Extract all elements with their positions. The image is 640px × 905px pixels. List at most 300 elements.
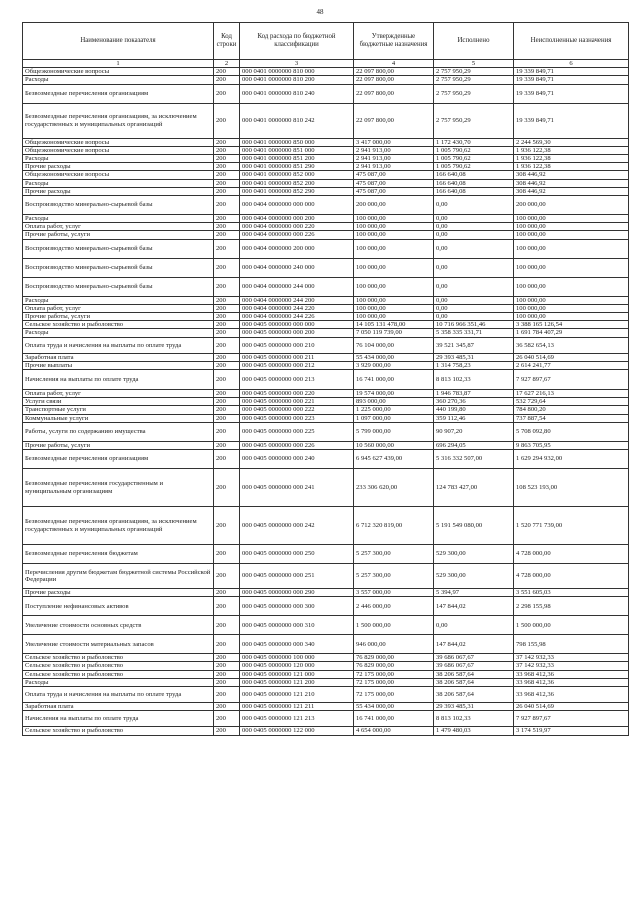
cell-kbk: 000 0401 0000000 810 000 (240, 68, 354, 76)
table-row (23, 406, 629, 414)
cell-unexecuted: 100 000,00 (514, 231, 629, 239)
cell-code: 200 (214, 146, 240, 154)
cell-kbk: 000 0405 0000000 000 241 (240, 469, 354, 507)
cell-executed: 529 300,00 (434, 545, 514, 564)
table-row (23, 239, 629, 258)
table-row (23, 155, 629, 163)
cell-approved: 100 000,00 (354, 304, 434, 312)
cell-unexecuted: 2 298 155,98 (514, 597, 629, 616)
table-row (23, 84, 629, 103)
cell-executed: 359 112,46 (434, 414, 514, 422)
cell-unexecuted: 737 887,54 (514, 414, 629, 422)
cell-approved: 4 654 000,00 (354, 727, 434, 735)
cell-unexecuted: 308 446,92 (514, 171, 629, 179)
cell-name: Прочие расходы (23, 187, 214, 195)
cell-kbk: 000 0404 0000000 200 000 (240, 239, 354, 258)
table-row (23, 163, 629, 171)
cell-unexecuted: 3 174 519,97 (514, 727, 629, 735)
cell-code: 200 (214, 231, 240, 239)
cell-approved: 946 000,00 (354, 635, 434, 654)
cell-code: 200 (214, 258, 240, 277)
cell-name: Поступление нефинансовых активов (23, 597, 214, 616)
table-row (23, 196, 629, 215)
cell-code: 200 (214, 678, 240, 686)
cell-executed: 90 907,20 (434, 422, 514, 441)
cell-code: 200 (214, 313, 240, 321)
cell-executed: 8 813 102,33 (434, 711, 514, 727)
cell-unexecuted: 36 582 654,13 (514, 337, 629, 353)
cell-kbk: 000 0401 0000000 852 000 (240, 171, 354, 179)
table-row (23, 187, 629, 195)
cell-executed: 8 813 102,33 (434, 370, 514, 390)
header-approved: Утвержденные бюджетные назначения (354, 23, 434, 60)
cell-executed: 166 640,08 (434, 179, 514, 187)
cell-unexecuted: 19 339 849,71 (514, 68, 629, 76)
cell-kbk: 000 0404 0000000 000 200 (240, 215, 354, 223)
cell-name: Расходы (23, 179, 214, 187)
table-row (23, 616, 629, 635)
cell-kbk: 000 0401 0000000 852 200 (240, 179, 354, 187)
cell-approved: 16 741 000,00 (354, 711, 434, 727)
cell-unexecuted: 7 927 897,67 (514, 370, 629, 390)
cell-executed: 5 316 332 507,00 (434, 450, 514, 469)
cell-executed: 0,00 (434, 277, 514, 296)
cell-approved: 55 434 000,00 (354, 353, 434, 361)
cell-name: Сельское хозяйство и рыболовство (23, 662, 214, 670)
page-number: 48 (316, 8, 324, 16)
table-row (23, 76, 629, 84)
cell-kbk: 000 0401 0000000 850 000 (240, 138, 354, 146)
cell-code: 200 (214, 103, 240, 138)
cell-executed: 0,00 (434, 616, 514, 635)
cell-unexecuted: 26 040 514,69 (514, 703, 629, 711)
cell-unexecuted: 4 728 000,00 (514, 545, 629, 564)
cell-kbk: 000 0405 0000000 000 242 (240, 507, 354, 545)
table-row (23, 103, 629, 138)
cell-approved: 16 741 000,00 (354, 370, 434, 390)
cell-executed: 38 206 587,64 (434, 678, 514, 686)
cell-kbk: 000 0404 0000000 000 000 (240, 196, 354, 215)
cell-kbk: 000 0405 0000000 000 340 (240, 635, 354, 654)
cell-unexecuted: 33 968 412,36 (514, 687, 629, 703)
cell-unexecuted: 19 339 849,71 (514, 76, 629, 84)
cell-code: 200 (214, 406, 240, 414)
cell-executed: 0,00 (434, 231, 514, 239)
table-row (23, 678, 629, 686)
cell-unexecuted: 2 614 241,77 (514, 361, 629, 369)
cell-approved: 10 560 000,00 (354, 441, 434, 449)
cell-name: Сельское хозяйство и рыболовство (23, 321, 214, 329)
cell-name: Услуги связи (23, 398, 214, 406)
budget-execution-table (22, 22, 629, 736)
cell-unexecuted: 1 936 122,38 (514, 163, 629, 171)
cell-kbk: 000 0405 0000000 000 000 (240, 321, 354, 329)
cell-name: Воспроизводство минерально-сырьевой базы (23, 258, 214, 277)
cell-unexecuted: 1 691 784 407,29 (514, 329, 629, 337)
cell-name: Общеэкономические вопросы (23, 68, 214, 76)
cell-executed: 0,00 (434, 239, 514, 258)
table-row (23, 370, 629, 390)
cell-approved: 100 000,00 (354, 231, 434, 239)
cell-code: 200 (214, 441, 240, 449)
cell-name: Воспроизводство минерально-сырьевой базы (23, 196, 214, 215)
cell-approved: 22 097 800,00 (354, 103, 434, 138)
cell-kbk: 000 0405 0000000 000 225 (240, 422, 354, 441)
column-number: 2 (214, 60, 240, 68)
cell-kbk: 000 0401 0000000 851 290 (240, 163, 354, 171)
cell-kbk: 000 0405 0000000 000 220 (240, 390, 354, 398)
cell-name: Общеэкономические вопросы (23, 171, 214, 179)
cell-name: Расходы (23, 76, 214, 84)
cell-name: Безвозмездные перечисления организациям, за исключением государственных и муниципальных организаций (23, 103, 214, 138)
cell-code: 200 (214, 68, 240, 76)
cell-code: 200 (214, 422, 240, 441)
cell-kbk: 000 0405 0000000 122 000 (240, 727, 354, 735)
cell-name: Прочие работы, услуги (23, 231, 214, 239)
cell-executed: 39 521 345,87 (434, 337, 514, 353)
cell-approved: 14 105 131 478,00 (354, 321, 434, 329)
table-row (23, 390, 629, 398)
cell-unexecuted: 100 000,00 (514, 277, 629, 296)
table-body (23, 68, 629, 735)
column-number-row (23, 60, 629, 68)
cell-kbk: 000 0405 0000000 120 000 (240, 662, 354, 670)
cell-executed: 38 206 587,64 (434, 670, 514, 678)
cell-code: 200 (214, 670, 240, 678)
cell-name: Сельское хозяйство и рыболовство (23, 654, 214, 662)
cell-approved: 893 000,00 (354, 398, 434, 406)
cell-name: Оплата работ, услуг (23, 390, 214, 398)
cell-executed: 5 191 549 080,00 (434, 507, 514, 545)
cell-executed: 2 757 950,29 (434, 68, 514, 76)
cell-unexecuted: 1 520 771 739,00 (514, 507, 629, 545)
cell-code: 200 (214, 76, 240, 84)
cell-unexecuted: 2 244 569,30 (514, 138, 629, 146)
cell-executed: 1 005 790,62 (434, 155, 514, 163)
cell-kbk: 000 0401 0000000 852 290 (240, 187, 354, 195)
cell-approved: 19 574 000,00 (354, 390, 434, 398)
cell-kbk: 000 0401 0000000 810 200 (240, 76, 354, 84)
table-row (23, 68, 629, 76)
cell-name: Безвозмездные перечисления организациям (23, 84, 214, 103)
cell-executed: 0,00 (434, 215, 514, 223)
cell-code: 200 (214, 469, 240, 507)
cell-executed: 529 300,00 (434, 564, 514, 589)
cell-executed: 1 005 790,62 (434, 163, 514, 171)
cell-name: Транспортные услуги (23, 406, 214, 414)
cell-executed: 360 270,36 (434, 398, 514, 406)
cell-code: 200 (214, 155, 240, 163)
cell-unexecuted: 308 446,92 (514, 179, 629, 187)
cell-kbk: 000 0405 0000000 000 251 (240, 564, 354, 589)
cell-code: 200 (214, 84, 240, 103)
cell-name: Воспроизводство минерально-сырьевой базы (23, 277, 214, 296)
cell-executed: 1 946 783,87 (434, 390, 514, 398)
cell-approved: 6 945 627 439,00 (354, 450, 434, 469)
cell-approved: 2 446 000,00 (354, 597, 434, 616)
cell-approved: 72 175 000,00 (354, 678, 434, 686)
cell-code: 200 (214, 564, 240, 589)
cell-executed: 39 686 067,67 (434, 654, 514, 662)
cell-executed: 0,00 (434, 223, 514, 231)
column-number: 1 (23, 60, 214, 68)
cell-code: 200 (214, 321, 240, 329)
cell-kbk: 000 0405 0000000 000 222 (240, 406, 354, 414)
cell-approved: 22 097 800,00 (354, 76, 434, 84)
cell-approved: 100 000,00 (354, 277, 434, 296)
cell-kbk: 000 0405 0000000 000 240 (240, 450, 354, 469)
column-number: 6 (514, 60, 629, 68)
table-row (23, 414, 629, 422)
cell-approved: 100 000,00 (354, 215, 434, 223)
cell-name: Общеэкономические вопросы (23, 146, 214, 154)
table-row (23, 215, 629, 223)
table-row (23, 703, 629, 711)
cell-unexecuted: 108 523 193,00 (514, 469, 629, 507)
cell-approved: 22 097 800,00 (354, 68, 434, 76)
cell-kbk: 000 0404 0000000 240 000 (240, 258, 354, 277)
cell-unexecuted: 100 000,00 (514, 296, 629, 304)
cell-kbk: 000 0405 0000000 000 250 (240, 545, 354, 564)
cell-executed: 166 640,08 (434, 187, 514, 195)
cell-executed: 1 479 480,03 (434, 727, 514, 735)
cell-kbk: 000 0404 0000000 244 000 (240, 277, 354, 296)
cell-name: Прочие выплаты (23, 361, 214, 369)
table-row (23, 597, 629, 616)
cell-approved: 100 000,00 (354, 313, 434, 321)
cell-name: Начисления на выплаты по оплате труда (23, 370, 214, 390)
table-row (23, 469, 629, 507)
cell-executed: 5 358 335 331,71 (434, 329, 514, 337)
cell-executed: 440 199,80 (434, 406, 514, 414)
cell-approved: 100 000,00 (354, 258, 434, 277)
table-row (23, 337, 629, 353)
cell-name: Прочие расходы (23, 589, 214, 597)
cell-name: Расходы (23, 215, 214, 223)
cell-executed: 1 314 758,23 (434, 361, 514, 369)
cell-executed: 0,00 (434, 196, 514, 215)
cell-approved: 100 000,00 (354, 239, 434, 258)
cell-code: 200 (214, 711, 240, 727)
cell-executed: 29 393 485,31 (434, 703, 514, 711)
cell-unexecuted: 308 446,92 (514, 187, 629, 195)
cell-code: 200 (214, 187, 240, 195)
cell-name: Начисления на выплаты по оплате труда (23, 711, 214, 727)
cell-code: 200 (214, 545, 240, 564)
cell-name: Расходы (23, 296, 214, 304)
cell-approved: 22 097 800,00 (354, 84, 434, 103)
cell-executed: 147 844,02 (434, 597, 514, 616)
header-code: Код строки (214, 23, 240, 60)
cell-name: Воспроизводство минерально-сырьевой базы (23, 239, 214, 258)
cell-code: 200 (214, 727, 240, 735)
cell-unexecuted: 9 863 705,95 (514, 441, 629, 449)
table-row (23, 304, 629, 312)
cell-code: 200 (214, 635, 240, 654)
cell-unexecuted: 17 627 216,13 (514, 390, 629, 398)
cell-approved: 7 050 119 739,00 (354, 329, 434, 337)
cell-code: 200 (214, 589, 240, 597)
cell-kbk: 000 0401 0000000 851 000 (240, 146, 354, 154)
cell-name: Оплата труда и начисления на выплаты по оплате труда (23, 337, 214, 353)
cell-name: Безвозмездные перечисления организациям, за исключением государственных и муниципальных организаций (23, 507, 214, 545)
cell-code: 200 (214, 450, 240, 469)
cell-kbk: 000 0405 0000000 000 211 (240, 353, 354, 361)
cell-approved: 5 257 300,00 (354, 564, 434, 589)
cell-unexecuted: 1 936 122,38 (514, 146, 629, 154)
cell-unexecuted: 7 927 897,67 (514, 711, 629, 727)
cell-unexecuted: 532 729,64 (514, 398, 629, 406)
cell-code: 200 (214, 616, 240, 635)
cell-executed: 1 172 430,70 (434, 138, 514, 146)
cell-kbk: 000 0405 0000000 000 200 (240, 329, 354, 337)
cell-kbk: 000 0404 0000000 000 226 (240, 231, 354, 239)
cell-approved: 100 000,00 (354, 296, 434, 304)
cell-unexecuted: 100 000,00 (514, 223, 629, 231)
cell-approved: 6 712 320 819,00 (354, 507, 434, 545)
cell-unexecuted: 19 339 849,71 (514, 84, 629, 103)
cell-kbk: 000 0405 0000000 000 300 (240, 597, 354, 616)
cell-name: Заработная плата (23, 703, 214, 711)
cell-code: 200 (214, 304, 240, 312)
table-row (23, 361, 629, 369)
cell-approved: 5 799 000,00 (354, 422, 434, 441)
cell-approved: 1 500 000,00 (354, 616, 434, 635)
cell-name: Оплата работ, услуг (23, 304, 214, 312)
cell-kbk: 000 0405 0000000 000 212 (240, 361, 354, 369)
cell-approved: 76 829 000,00 (354, 662, 434, 670)
cell-name: Безвозмездные перечисления организациям (23, 450, 214, 469)
cell-kbk: 000 0404 0000000 244 220 (240, 304, 354, 312)
header-executed: Исполнено (434, 23, 514, 60)
cell-code: 200 (214, 662, 240, 670)
cell-unexecuted: 19 339 849,71 (514, 103, 629, 138)
cell-kbk: 000 0405 0000000 000 290 (240, 589, 354, 597)
header-unexecuted: Неисполненные назначения (514, 23, 629, 60)
cell-name: Безвозмездные перечисления государственным и муниципальным организациям (23, 469, 214, 507)
cell-approved: 72 175 000,00 (354, 687, 434, 703)
table-row (23, 321, 629, 329)
column-number: 3 (240, 60, 354, 68)
table-row (23, 441, 629, 449)
table-row (23, 564, 629, 589)
cell-code: 200 (214, 223, 240, 231)
cell-code: 200 (214, 370, 240, 390)
cell-code: 200 (214, 239, 240, 258)
cell-unexecuted: 33 968 412,36 (514, 670, 629, 678)
cell-name: Прочие расходы (23, 163, 214, 171)
cell-kbk: 000 0401 0000000 851 200 (240, 155, 354, 163)
cell-executed: 2 757 950,29 (434, 84, 514, 103)
cell-kbk: 000 0405 0000000 121 211 (240, 703, 354, 711)
cell-kbk: 000 0401 0000000 810 240 (240, 84, 354, 103)
cell-approved: 76 104 000,00 (354, 337, 434, 353)
cell-executed: 10 716 966 351,46 (434, 321, 514, 329)
cell-approved: 2 941 913,00 (354, 163, 434, 171)
cell-name: Прочие работы, услуги (23, 313, 214, 321)
cell-executed: 2 757 950,29 (434, 103, 514, 138)
cell-unexecuted: 1 936 122,38 (514, 155, 629, 163)
cell-approved: 3 417 000,00 (354, 138, 434, 146)
table-row (23, 313, 629, 321)
cell-approved: 72 175 000,00 (354, 670, 434, 678)
cell-kbk: 000 0405 0000000 121 000 (240, 670, 354, 678)
table-row (23, 146, 629, 154)
cell-unexecuted: 100 000,00 (514, 258, 629, 277)
cell-unexecuted: 200 000,00 (514, 196, 629, 215)
cell-code: 200 (214, 171, 240, 179)
cell-approved: 2 941 913,00 (354, 155, 434, 163)
cell-unexecuted: 784 800,20 (514, 406, 629, 414)
cell-code: 200 (214, 353, 240, 361)
cell-approved: 1 097 000,00 (354, 414, 434, 422)
cell-code: 200 (214, 215, 240, 223)
cell-name: Увеличение стоимости материальных запасов (23, 635, 214, 654)
table-row (23, 258, 629, 277)
table-row (23, 711, 629, 727)
cell-name: Общеэкономические вопросы (23, 138, 214, 146)
cell-code: 200 (214, 337, 240, 353)
cell-unexecuted: 37 142 932,33 (514, 662, 629, 670)
cell-executed: 124 783 427,00 (434, 469, 514, 507)
cell-unexecuted: 37 142 932,33 (514, 654, 629, 662)
cell-executed: 0,00 (434, 313, 514, 321)
cell-unexecuted: 100 000,00 (514, 313, 629, 321)
cell-kbk: 000 0405 0000000 000 226 (240, 441, 354, 449)
cell-code: 200 (214, 196, 240, 215)
cell-approved: 5 257 300,00 (354, 545, 434, 564)
cell-code: 200 (214, 179, 240, 187)
table-row (23, 277, 629, 296)
cell-approved: 233 306 620,00 (354, 469, 434, 507)
cell-code: 200 (214, 163, 240, 171)
table-row (23, 223, 629, 231)
cell-kbk: 000 0405 0000000 121 213 (240, 711, 354, 727)
cell-name: Оплата работ, услуг (23, 223, 214, 231)
cell-name: Оплата труда и начисления на выплаты по оплате труда (23, 687, 214, 703)
cell-code: 200 (214, 507, 240, 545)
column-number: 4 (354, 60, 434, 68)
cell-kbk: 000 0405 0000000 000 210 (240, 337, 354, 353)
table-row (23, 727, 629, 735)
table-row (23, 662, 629, 670)
cell-kbk: 000 0405 0000000 000 213 (240, 370, 354, 390)
cell-code: 200 (214, 361, 240, 369)
cell-code: 200 (214, 390, 240, 398)
table-row (23, 422, 629, 441)
cell-unexecuted: 100 000,00 (514, 215, 629, 223)
cell-executed: 5 394,97 (434, 589, 514, 597)
cell-name: Расходы (23, 155, 214, 163)
cell-name: Увеличение стоимости основных средств (23, 616, 214, 635)
table-row (23, 687, 629, 703)
table-row (23, 138, 629, 146)
cell-name: Работы, услуги по содержанию имущества (23, 422, 214, 441)
cell-approved: 200 000,00 (354, 196, 434, 215)
cell-kbk: 000 0405 0000000 000 310 (240, 616, 354, 635)
cell-kbk: 000 0404 0000000 244 200 (240, 296, 354, 304)
cell-name: Сельское хозяйство и рыболовство (23, 727, 214, 735)
table-row (23, 670, 629, 678)
cell-unexecuted: 5 708 092,80 (514, 422, 629, 441)
table-row (23, 654, 629, 662)
header-kbk: Код расхода по бюджетной классификации (240, 23, 354, 60)
cell-kbk: 000 0405 0000000 121 200 (240, 678, 354, 686)
cell-unexecuted: 3 388 165 126,54 (514, 321, 629, 329)
table-row (23, 329, 629, 337)
cell-kbk: 000 0404 0000000 244 226 (240, 313, 354, 321)
cell-approved: 475 087,00 (354, 171, 434, 179)
